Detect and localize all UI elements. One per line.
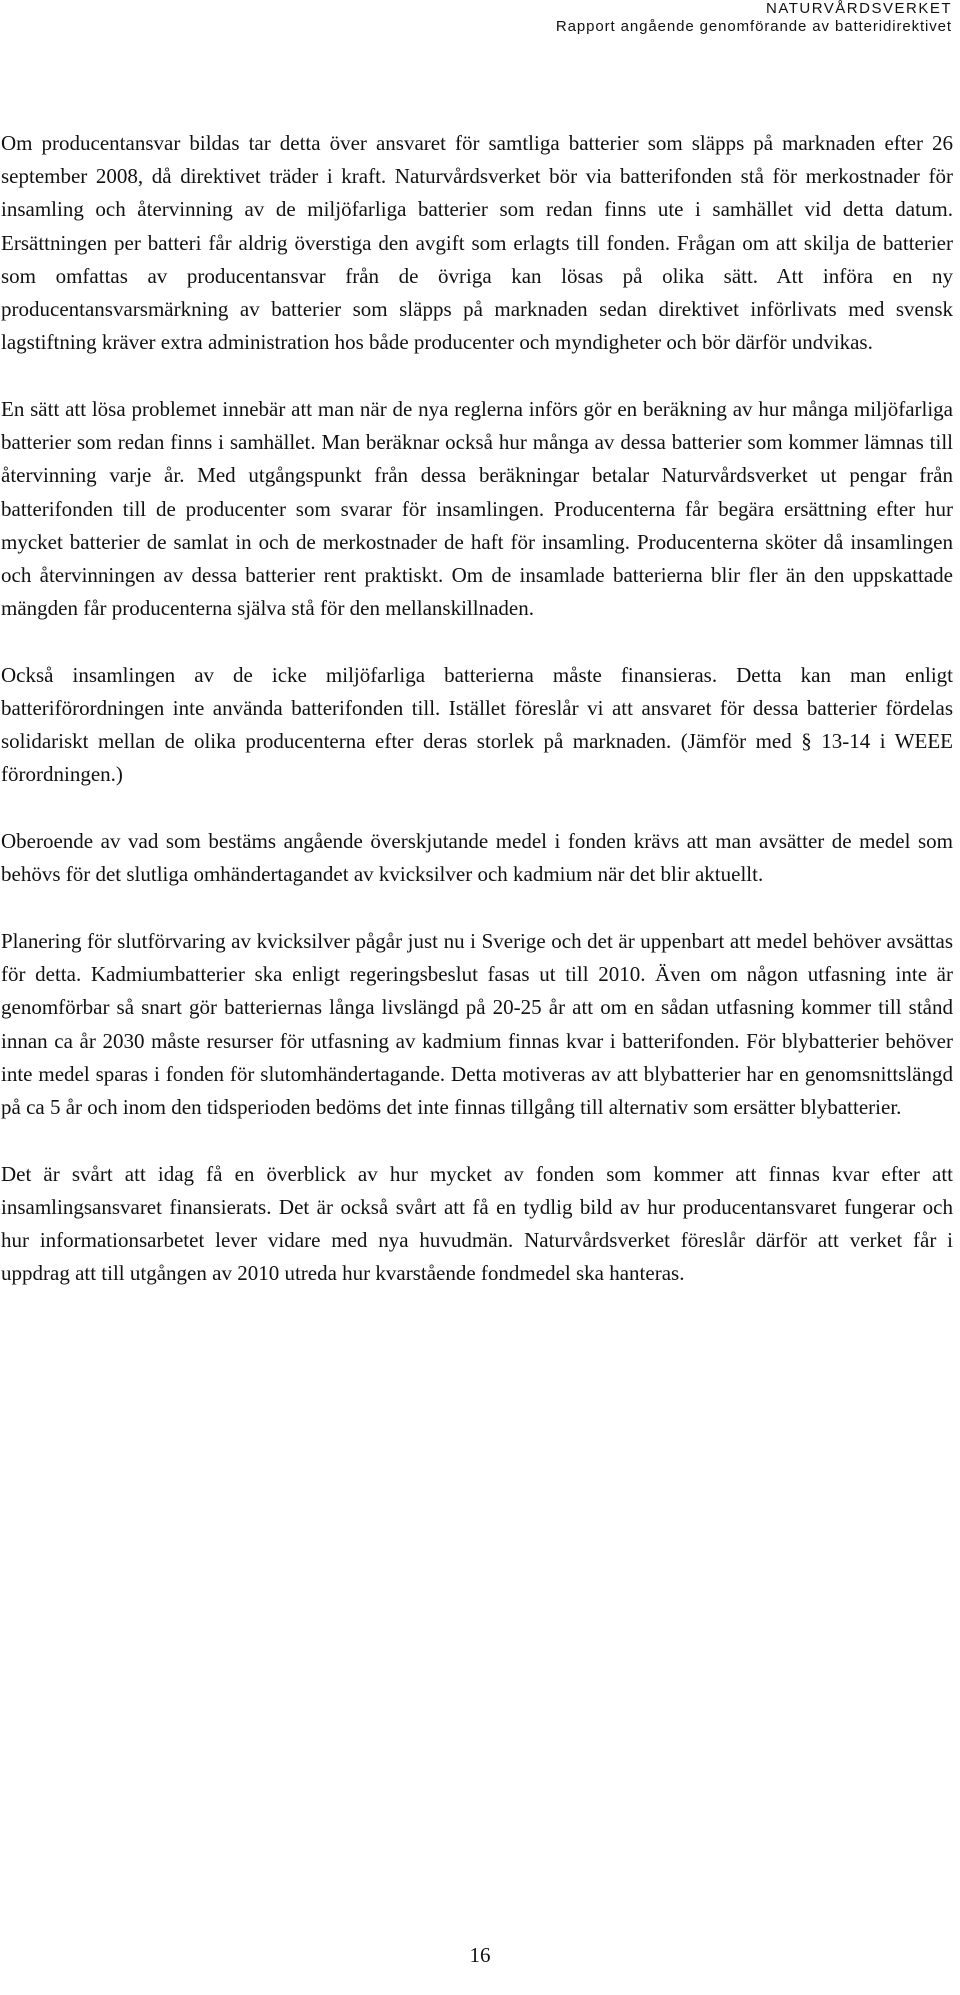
running-header [556,0,952,36]
body-text [1,127,953,1324]
paragraph: En sätt att lösa problemet innebär att man när de nya reglerna införs gör en beräkning av hur många miljöfarliga batterier som redan finns i samhället. Man beräknar också hur många av dessa batterier som kommer lämnas till återvinning varje år. Med utgångspunkt från dessa beräkningar betalar Naturvårdsverket ut pengar från batterifonden till de producenter som svarar för insamlingen. Producenterna får begära ersättning efter hur mycket batterier de samlat in och de merkostnader de haft för insamling. Producenterna sköter då insamlingen och återvinningen av dessa batterier rent praktiskt. Om de insamlade batterierna blir fler än den uppskattade mängden får producenterna själva stå för den mellanskillnaden. [1,396,953,621]
paragraph: Oberoende av vad som bestäms angående överskjutande medel i fonden krävs att man avsätter de medel som behövs för det slutliga omhändertagandet av kvicksilver och kadmium när det blir aktuellt. [1,829,953,887]
header-report-title: Rapport angående genomförande av batteridirektivet [555,18,952,35]
paragraph: Planering för slutförvaring av kvicksilver pågår just nu i Sverige och det är uppenbart att medel behöver avsättas för detta. Kadmiumbatterier ska enligt regeringsbeslut fasas ut till 2010. Även om någon utfasning inte är genomförbar så snart gör batteriernas långa livslängd på 20-25 år att om en sådan utfasning kommer till stånd innan ca år 2030 måste resurser för utfasning av kadmium finnas kvar i batterifonden. För blybatterier behöver inte medel sparas i fonden för slutomhändertagande. Detta motiveras av att blybatterier har en genomsnittslängd på ca 5 år och inom den tidsperioden bedöms det inte finnas tillgång till alternativ som ersätter blybatterier. [1,929,953,1120]
paragraph: Också insamlingen av de icke miljöfarliga batterierna måste finansieras. Detta kan man enligt batteriförordningen inte använda batterifonden till. Istället föreslår vi att ansvaret för dessa batterier fördelas solidariskt mellan de olika producenterna efter deras storlek på marknaden. (Jämför med § 13-14 i WEEE förordningen.) [1,662,953,787]
header-organization: NATURVÅRDSVERKET [766,0,952,17]
page-number: 16 [469,1943,491,1967]
paragraph: Om producentansvar bildas tar detta över ansvaret för samtliga batterier som släpps på marknaden efter 26 september 2008, då direktivet träder i kraft. Naturvårdsverket bör via batterifonden stå för merkostnader för insamling och återvinning av de miljöfarliga batterier som redan finns ute i samhället vid detta datum. Ersättningen per batteri får aldrig överstiga den avgift som erlagts till fonden. Frågan om att skilja de batterier som omfattas av producentansvar från de övriga kan lösas på olika sätt. Att införa en ny producentansvarsmärkning av batterier som släpps på marknaden sedan direktivet införlivats med svensk lagstiftning kräver extra administration hos både producenter och myndigheter och bör därför undvikas. [1,131,953,355]
paragraph: Det är svårt att idag få en överblick av hur mycket av fonden som kommer att finnas kvar efter att insamlingsansvaret finansierats. Det är också svårt att få en tydlig bild av hur producentansvaret fungerar och hur informationsarbetet lever vidare med nya huvudmän. Naturvårdsverket föreslår därför att verket får i uppdrag att till utgången av 2010 utreda hur kvarstående fondmedel ska hanteras. [1,1161,953,1286]
